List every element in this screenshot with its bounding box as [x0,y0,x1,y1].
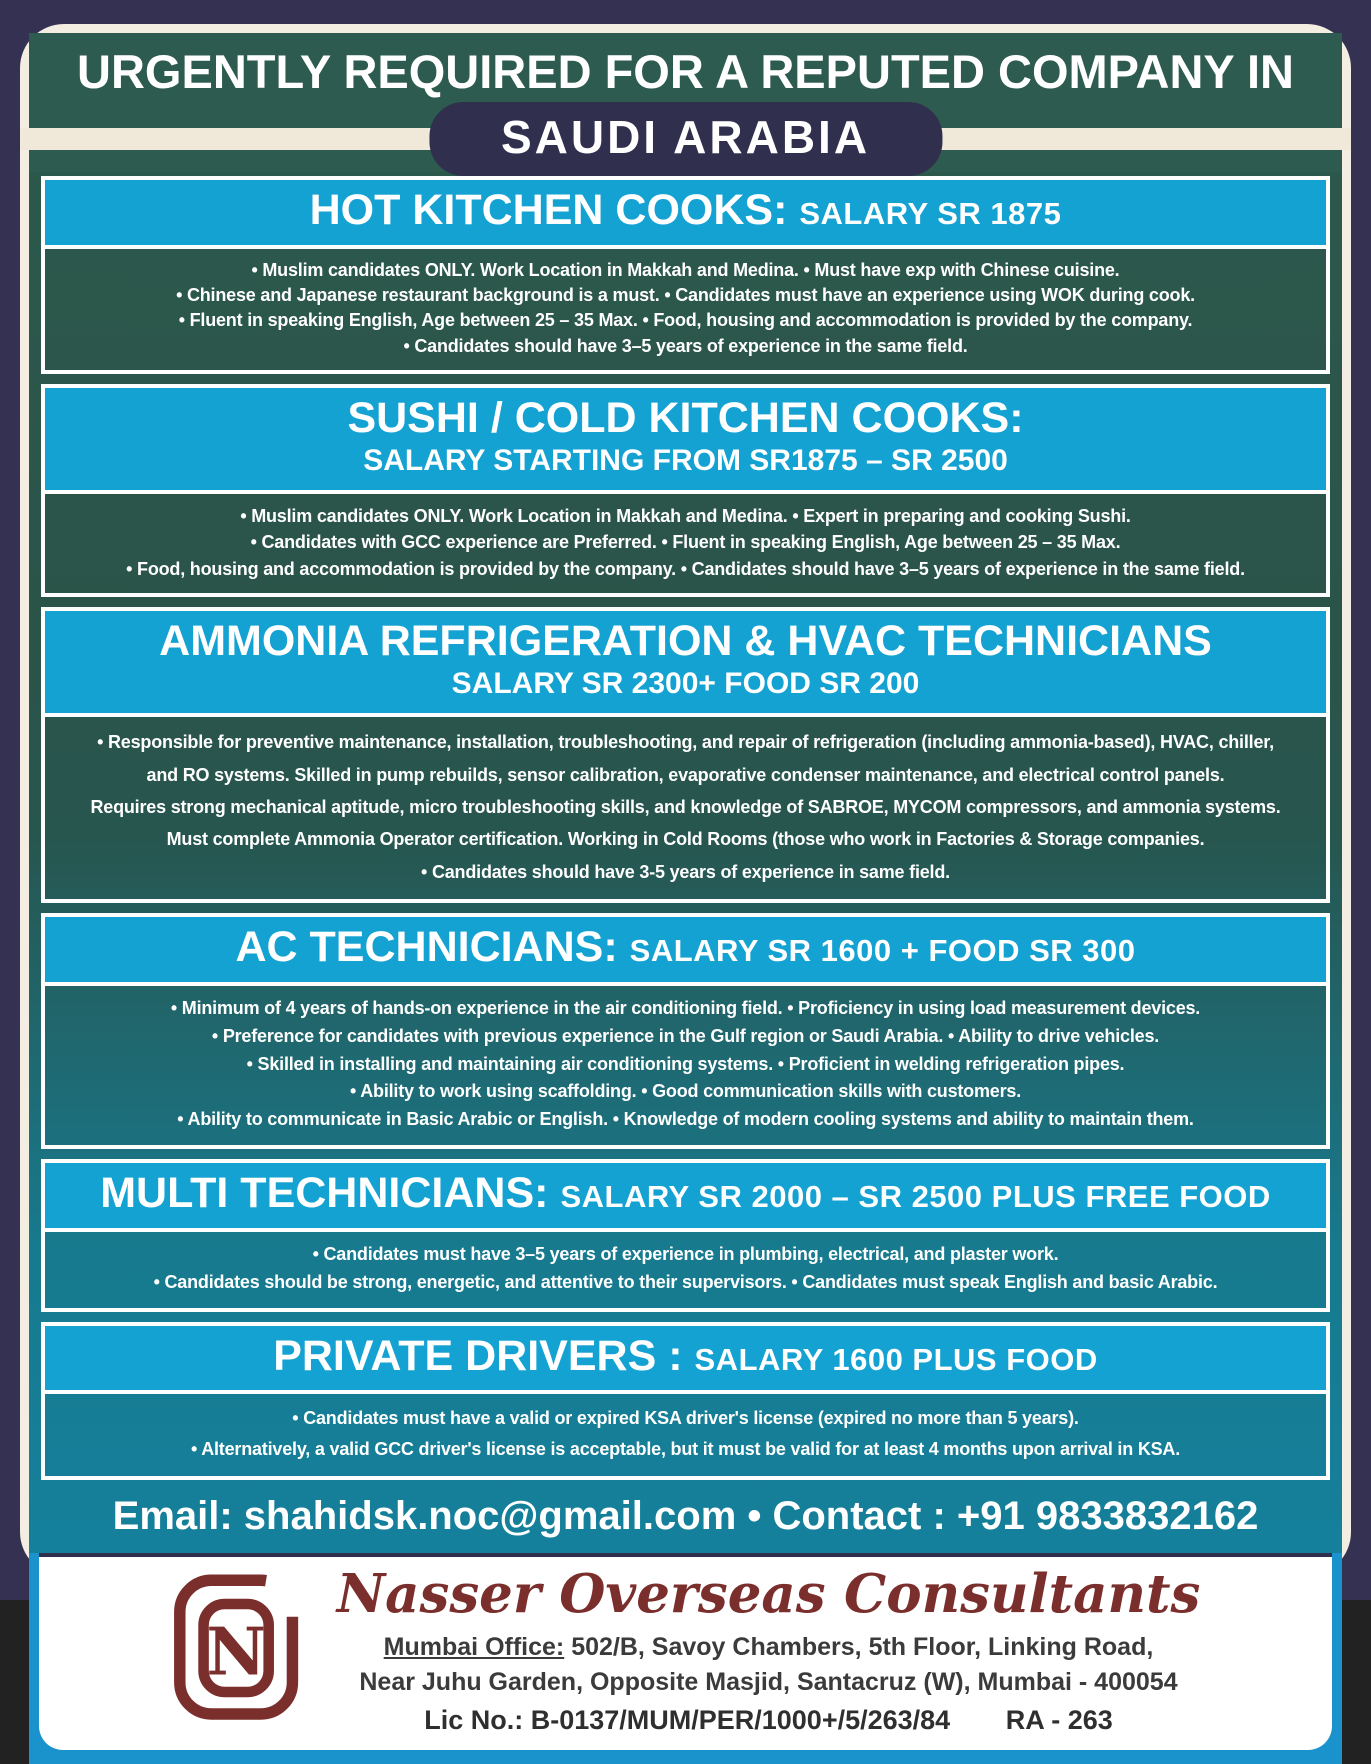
section-sushi-header [45,388,1326,490]
section-drivers-body [45,1390,1326,1476]
agency-address-line1 [337,1630,1201,1665]
poster-inner [29,33,1342,1735]
requirement-line: • Muslim candidates ONLY. Work Location in Makkah and Medina. • Must have exp with Chinese cuisine. [251,260,1120,281]
footer-band [29,1553,1342,1763]
requirement-line: • Food, housing and accommodation is provided by the company. • Candidates should have 3–5 years of experience in the same field. [126,558,1245,579]
section-hot-kitchen-cooks-body [45,245,1326,370]
header-title: URGENTLY REQUIRED FOR A REPUTED COMPANY IN [77,45,1294,98]
agency-address-line2: Near Juhu Garden, Opposite Masjid, Santacruz (W), Mumbai - 400054 [359,1667,1178,1696]
agency-footer [39,1553,1332,1749]
office-label: Mumbai Office: [383,1632,565,1661]
svg-text:N: N [206,1614,266,1691]
job-title: SUSHI / COLD KITCHEN COOKS: [347,393,1024,442]
job-title: HOT KITCHEN COOKS: [309,186,788,235]
section-ammonia-hvac-technicians [41,607,1330,903]
ra-number: RA - 263 [1005,1704,1113,1735]
salary-text: SALARY SR 1875 [799,196,1062,232]
section-hot-kitchen-cooks-header [45,180,1326,245]
requirement-line: • Candidates should be strong, energetic, and attentive to their supervisors. • Candidates must speak English and basic Arabic. [153,1271,1218,1292]
requirement-line: • Candidates must have a valid or expired KSA driver's license (expired no more than 5 years). [292,1408,1079,1429]
salary-text: SALARY SR 1600 + FOOD SR 300 [629,933,1136,969]
section-ac-body [45,982,1326,1145]
requirement-line: • Ability to communicate in Basic Arabic or English. • Knowledge of modern cooling systems and ability to maintain them. [177,1109,1194,1130]
requirement-line: • Responsible for preventive maintenance, installation, troubleshooting, and repair of refrigeration (including ammonia-based), HVAC, chiller, [97,732,1274,753]
salary-text: SALARY SR 2000 – SR 2500 PLUS FREE FOOD [560,1179,1271,1215]
requirement-line: • Ability to work using scaffolding. • Good communication skills with customers. [349,1081,1021,1102]
section-ac-header [45,917,1326,982]
requirement-line: • Preference for candidates with previous experience in the Gulf region or Saudi Arabia. • Ability to drive vehicles. [211,1025,1160,1046]
sections-panel [29,172,1342,1553]
salary-text: SALARY STARTING FROM SR1875 – SR 2500 [363,443,1008,477]
requirement-line: • Alternatively, a valid GCC driver's license is acceptable, but it must be valid for at least 4 months upon arrival in KSA. [190,1439,1181,1460]
section-ac-technicians [41,913,1330,1149]
salary-text: SALARY SR 2300+ FOOD SR 200 [451,667,920,701]
section-title [51,1171,1320,1216]
country-badge: SAUDI ARABIA [429,102,942,176]
poster-header [29,33,1342,172]
requirement-line: Requires strong mechanical aptitude, micro troubleshooting skills, and knowledge of SABROE, MYCOM compressors, and ammonia systems. [90,796,1281,817]
section-ammonia-body [45,713,1326,899]
contact-bar: Email: shahidsk.noc@gmail.com • Contact : +91 9833832162 [112,1494,1259,1539]
requirement-line: • Chinese and Japanese restaurant background is a must. • Candidates must have an experience using WOK during cook. [176,285,1195,306]
section-multi-technicians [41,1159,1330,1312]
requirement-line: • Muslim candidates ONLY. Work Location in Makkah and Medina. • Expert in preparing and cooking Sushi. [240,505,1131,526]
requirement-line: Must complete Ammonia Operator certification. Working in Cold Rooms (those who work in Factories & Storage companies. [166,829,1205,850]
address-part1: 502/B, Savoy Chambers, 5th Floor, Linking Road, [571,1632,1154,1661]
requirement-line: • Skilled in installing and maintaining air conditioning systems. • Proficient in welding refrigeration pipes. [246,1053,1125,1074]
section-title [51,925,1320,970]
section-title [51,188,1320,233]
license-line [337,1705,1201,1736]
requirement-line: • Fluent in speaking English, Age between 25 – 35 Max. • Food, housing and accommodation is provided by the company. [178,310,1193,331]
noc-logo-icon [171,1572,303,1729]
section-sushi-cold-kitchen-cooks [41,384,1330,598]
job-title: MULTI TECHNICIANS: [100,1169,549,1218]
section-title [51,1331,1320,1380]
section-ammonia-header [45,611,1326,713]
section-private-drivers [41,1322,1330,1481]
requirement-line: • Candidates must have 3–5 years of experience in plumbing, electrical, and plaster work. [312,1243,1059,1264]
job-title: AC TECHNICIANS: [235,923,618,972]
poster-border-frame [20,24,1351,1735]
section-sushi-body [45,490,1326,594]
license-number: Lic No.: B-0137/MUM/PER/1000+/5/263/84 [424,1704,951,1735]
agency-name: Nasser Overseas Consultants [336,1563,1201,1626]
requirement-line: and RO systems. Skilled in pump rebuilds, sensor calibration, evaporative condenser maintenance, and electrical control panels. [146,764,1225,785]
section-hot-kitchen-cooks [41,176,1330,373]
requirement-line: • Candidates should have 3-5 years of experience in same field. [421,861,950,882]
requirement-line: • Candidates should have 3–5 years of experience in the same field. [403,335,968,356]
job-title: PRIVATE DRIVERS : [273,1331,683,1380]
section-multi-header [45,1163,1326,1228]
salary-text: SALARY 1600 PLUS FOOD [694,1341,1098,1377]
job-title: AMMONIA REFRIGERATION & HVAC TECHNICIANS [159,617,1212,666]
section-multi-body [45,1228,1326,1308]
requirement-line: • Candidates with GCC experience are Preferred. • Fluent in speaking English, Age between 25 – 35 Max. [250,532,1121,553]
agency-details [337,1565,1201,1735]
header-stripe-row [29,100,1342,172]
section-drivers-header [45,1326,1326,1391]
requirement-line: • Minimum of 4 years of hands-on experience in the air conditioning field. • Proficiency in using load measurement devices. [170,997,1201,1018]
